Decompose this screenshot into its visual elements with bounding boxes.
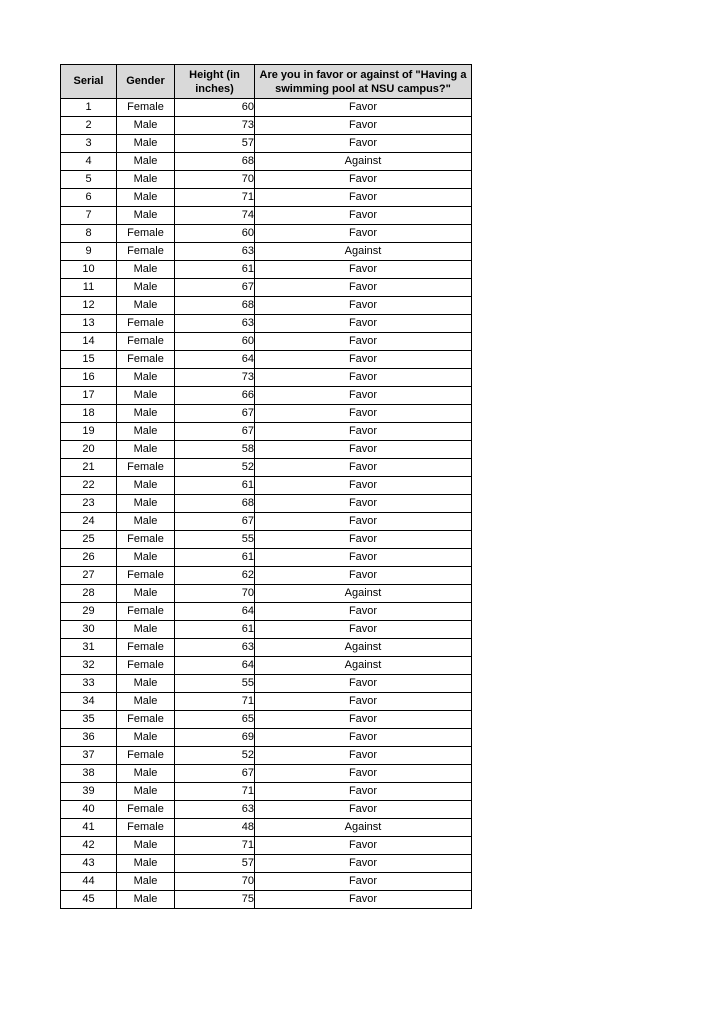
cell-opinion: Favor bbox=[255, 729, 472, 747]
cell-gender: Female bbox=[117, 819, 175, 837]
cell-serial: 6 bbox=[61, 189, 117, 207]
cell-height: 68 bbox=[175, 153, 255, 171]
cell-serial: 32 bbox=[61, 657, 117, 675]
cell-height: 71 bbox=[175, 189, 255, 207]
cell-opinion: Against bbox=[255, 819, 472, 837]
cell-opinion: Favor bbox=[255, 135, 472, 153]
cell-gender: Male bbox=[117, 387, 175, 405]
cell-height: 60 bbox=[175, 225, 255, 243]
cell-height: 67 bbox=[175, 405, 255, 423]
cell-gender: Female bbox=[117, 711, 175, 729]
cell-gender: Male bbox=[117, 837, 175, 855]
cell-opinion: Favor bbox=[255, 99, 472, 117]
cell-serial: 27 bbox=[61, 567, 117, 585]
cell-opinion: Favor bbox=[255, 441, 472, 459]
cell-height: 65 bbox=[175, 711, 255, 729]
cell-gender: Female bbox=[117, 459, 175, 477]
cell-height: 63 bbox=[175, 801, 255, 819]
cell-serial: 42 bbox=[61, 837, 117, 855]
cell-serial: 13 bbox=[61, 315, 117, 333]
table-row bbox=[61, 531, 472, 549]
table-row bbox=[61, 423, 472, 441]
table-row bbox=[61, 819, 472, 837]
cell-height: 70 bbox=[175, 585, 255, 603]
cell-serial: 33 bbox=[61, 675, 117, 693]
cell-opinion: Favor bbox=[255, 207, 472, 225]
table-row bbox=[61, 369, 472, 387]
cell-opinion: Favor bbox=[255, 315, 472, 333]
cell-serial: 25 bbox=[61, 531, 117, 549]
cell-serial: 30 bbox=[61, 621, 117, 639]
table-row bbox=[61, 189, 472, 207]
table-row bbox=[61, 873, 472, 891]
table-row bbox=[61, 513, 472, 531]
cell-serial: 20 bbox=[61, 441, 117, 459]
cell-height: 64 bbox=[175, 603, 255, 621]
cell-height: 70 bbox=[175, 171, 255, 189]
cell-serial: 43 bbox=[61, 855, 117, 873]
cell-serial: 3 bbox=[61, 135, 117, 153]
cell-gender: Male bbox=[117, 189, 175, 207]
cell-height: 60 bbox=[175, 99, 255, 117]
cell-gender: Male bbox=[117, 549, 175, 567]
cell-height: 55 bbox=[175, 675, 255, 693]
cell-height: 62 bbox=[175, 567, 255, 585]
header-height: Height (in inches) bbox=[175, 65, 255, 99]
cell-opinion: Favor bbox=[255, 369, 472, 387]
cell-gender: Female bbox=[117, 567, 175, 585]
cell-gender: Male bbox=[117, 423, 175, 441]
cell-gender: Male bbox=[117, 207, 175, 225]
cell-height: 67 bbox=[175, 513, 255, 531]
table-row bbox=[61, 153, 472, 171]
header-opinion: Are you in favor or against of "Having a swimming pool at NSU campus?" bbox=[255, 65, 472, 99]
table-row bbox=[61, 891, 472, 909]
cell-height: 57 bbox=[175, 135, 255, 153]
table-row bbox=[61, 459, 472, 477]
cell-serial: 14 bbox=[61, 333, 117, 351]
cell-serial: 35 bbox=[61, 711, 117, 729]
cell-gender: Male bbox=[117, 117, 175, 135]
cell-height: 63 bbox=[175, 315, 255, 333]
cell-serial: 23 bbox=[61, 495, 117, 513]
cell-opinion: Favor bbox=[255, 711, 472, 729]
table-row bbox=[61, 477, 472, 495]
table-row bbox=[61, 333, 472, 351]
cell-height: 63 bbox=[175, 243, 255, 261]
cell-serial: 5 bbox=[61, 171, 117, 189]
table-row bbox=[61, 351, 472, 369]
cell-gender: Male bbox=[117, 783, 175, 801]
cell-serial: 12 bbox=[61, 297, 117, 315]
cell-serial: 36 bbox=[61, 729, 117, 747]
cell-opinion: Favor bbox=[255, 873, 472, 891]
cell-serial: 2 bbox=[61, 117, 117, 135]
table-row bbox=[61, 405, 472, 423]
cell-gender: Male bbox=[117, 405, 175, 423]
cell-gender: Female bbox=[117, 243, 175, 261]
cell-opinion: Favor bbox=[255, 423, 472, 441]
table-row bbox=[61, 243, 472, 261]
cell-height: 61 bbox=[175, 549, 255, 567]
cell-gender: Female bbox=[117, 801, 175, 819]
cell-height: 52 bbox=[175, 459, 255, 477]
cell-opinion: Favor bbox=[255, 675, 472, 693]
table-row bbox=[61, 693, 472, 711]
cell-height: 61 bbox=[175, 621, 255, 639]
cell-serial: 29 bbox=[61, 603, 117, 621]
table-row bbox=[61, 603, 472, 621]
cell-opinion: Favor bbox=[255, 405, 472, 423]
cell-opinion: Favor bbox=[255, 765, 472, 783]
cell-opinion: Favor bbox=[255, 351, 472, 369]
cell-gender: Male bbox=[117, 513, 175, 531]
cell-serial: 26 bbox=[61, 549, 117, 567]
table-row bbox=[61, 99, 472, 117]
cell-height: 48 bbox=[175, 819, 255, 837]
cell-serial: 45 bbox=[61, 891, 117, 909]
cell-opinion: Favor bbox=[255, 387, 472, 405]
cell-serial: 11 bbox=[61, 279, 117, 297]
cell-height: 63 bbox=[175, 639, 255, 657]
cell-gender: Male bbox=[117, 621, 175, 639]
cell-serial: 24 bbox=[61, 513, 117, 531]
cell-height: 64 bbox=[175, 657, 255, 675]
cell-gender: Male bbox=[117, 261, 175, 279]
cell-serial: 18 bbox=[61, 405, 117, 423]
table-row bbox=[61, 585, 472, 603]
cell-gender: Male bbox=[117, 693, 175, 711]
cell-gender: Male bbox=[117, 891, 175, 909]
cell-serial: 38 bbox=[61, 765, 117, 783]
cell-serial: 39 bbox=[61, 783, 117, 801]
cell-gender: Male bbox=[117, 153, 175, 171]
table-row bbox=[61, 441, 472, 459]
cell-opinion: Favor bbox=[255, 801, 472, 819]
cell-gender: Male bbox=[117, 279, 175, 297]
cell-height: 57 bbox=[175, 855, 255, 873]
cell-opinion: Favor bbox=[255, 261, 472, 279]
cell-serial: 17 bbox=[61, 387, 117, 405]
table-row bbox=[61, 855, 472, 873]
cell-gender: Male bbox=[117, 765, 175, 783]
table-row bbox=[61, 315, 472, 333]
cell-height: 66 bbox=[175, 387, 255, 405]
cell-opinion: Against bbox=[255, 243, 472, 261]
table-row bbox=[61, 549, 472, 567]
cell-gender: Female bbox=[117, 333, 175, 351]
survey-table bbox=[60, 64, 472, 909]
cell-opinion: Favor bbox=[255, 333, 472, 351]
cell-height: 73 bbox=[175, 117, 255, 135]
cell-opinion: Favor bbox=[255, 603, 472, 621]
cell-gender: Male bbox=[117, 729, 175, 747]
table-row bbox=[61, 207, 472, 225]
table-row bbox=[61, 657, 472, 675]
cell-height: 64 bbox=[175, 351, 255, 369]
cell-serial: 22 bbox=[61, 477, 117, 495]
cell-opinion: Favor bbox=[255, 495, 472, 513]
table-row bbox=[61, 495, 472, 513]
cell-gender: Female bbox=[117, 99, 175, 117]
cell-serial: 21 bbox=[61, 459, 117, 477]
cell-height: 55 bbox=[175, 531, 255, 549]
cell-height: 74 bbox=[175, 207, 255, 225]
table-row bbox=[61, 261, 472, 279]
table-row bbox=[61, 297, 472, 315]
cell-height: 52 bbox=[175, 747, 255, 765]
cell-gender: Male bbox=[117, 477, 175, 495]
cell-opinion: Favor bbox=[255, 621, 472, 639]
cell-gender: Male bbox=[117, 855, 175, 873]
cell-serial: 34 bbox=[61, 693, 117, 711]
cell-gender: Female bbox=[117, 747, 175, 765]
cell-serial: 41 bbox=[61, 819, 117, 837]
table-row bbox=[61, 765, 472, 783]
cell-opinion: Favor bbox=[255, 747, 472, 765]
cell-serial: 10 bbox=[61, 261, 117, 279]
cell-gender: Male bbox=[117, 171, 175, 189]
table-row bbox=[61, 729, 472, 747]
cell-serial: 16 bbox=[61, 369, 117, 387]
cell-height: 75 bbox=[175, 891, 255, 909]
cell-gender: Female bbox=[117, 315, 175, 333]
cell-opinion: Favor bbox=[255, 297, 472, 315]
cell-serial: 15 bbox=[61, 351, 117, 369]
cell-serial: 19 bbox=[61, 423, 117, 441]
cell-height: 71 bbox=[175, 693, 255, 711]
cell-serial: 4 bbox=[61, 153, 117, 171]
cell-opinion: Favor bbox=[255, 549, 472, 567]
cell-height: 61 bbox=[175, 261, 255, 279]
cell-opinion: Favor bbox=[255, 477, 472, 495]
cell-gender: Female bbox=[117, 603, 175, 621]
table-row bbox=[61, 117, 472, 135]
cell-serial: 7 bbox=[61, 207, 117, 225]
cell-gender: Female bbox=[117, 639, 175, 657]
cell-gender: Female bbox=[117, 351, 175, 369]
cell-height: 73 bbox=[175, 369, 255, 387]
cell-opinion: Favor bbox=[255, 693, 472, 711]
cell-height: 67 bbox=[175, 279, 255, 297]
cell-opinion: Favor bbox=[255, 513, 472, 531]
table-row bbox=[61, 747, 472, 765]
header-gender: Gender bbox=[117, 65, 175, 99]
cell-opinion: Against bbox=[255, 153, 472, 171]
cell-height: 71 bbox=[175, 837, 255, 855]
cell-gender: Male bbox=[117, 585, 175, 603]
cell-gender: Male bbox=[117, 135, 175, 153]
cell-opinion: Favor bbox=[255, 279, 472, 297]
cell-opinion: Favor bbox=[255, 783, 472, 801]
table-row bbox=[61, 837, 472, 855]
cell-gender: Male bbox=[117, 675, 175, 693]
cell-gender: Male bbox=[117, 495, 175, 513]
cell-gender: Female bbox=[117, 225, 175, 243]
cell-gender: Male bbox=[117, 297, 175, 315]
cell-opinion: Against bbox=[255, 639, 472, 657]
cell-gender: Male bbox=[117, 369, 175, 387]
cell-opinion: Favor bbox=[255, 855, 472, 873]
cell-height: 68 bbox=[175, 495, 255, 513]
table-row bbox=[61, 639, 472, 657]
cell-gender: Female bbox=[117, 657, 175, 675]
cell-serial: 40 bbox=[61, 801, 117, 819]
cell-opinion: Favor bbox=[255, 459, 472, 477]
header-serial: Serial bbox=[61, 65, 117, 99]
cell-opinion: Favor bbox=[255, 891, 472, 909]
cell-height: 61 bbox=[175, 477, 255, 495]
table-row bbox=[61, 171, 472, 189]
cell-serial: 1 bbox=[61, 99, 117, 117]
cell-serial: 8 bbox=[61, 225, 117, 243]
table-header-row bbox=[61, 65, 472, 99]
table-row bbox=[61, 621, 472, 639]
table-row bbox=[61, 279, 472, 297]
table-row bbox=[61, 387, 472, 405]
cell-opinion: Favor bbox=[255, 567, 472, 585]
table-row bbox=[61, 567, 472, 585]
cell-height: 67 bbox=[175, 423, 255, 441]
cell-serial: 9 bbox=[61, 243, 117, 261]
cell-gender: Male bbox=[117, 441, 175, 459]
cell-opinion: Favor bbox=[255, 531, 472, 549]
cell-height: 60 bbox=[175, 333, 255, 351]
cell-gender: Male bbox=[117, 873, 175, 891]
table-row bbox=[61, 711, 472, 729]
cell-opinion: Favor bbox=[255, 837, 472, 855]
table-row bbox=[61, 675, 472, 693]
table-row bbox=[61, 135, 472, 153]
cell-opinion: Favor bbox=[255, 189, 472, 207]
cell-opinion: Against bbox=[255, 657, 472, 675]
cell-serial: 28 bbox=[61, 585, 117, 603]
table-body bbox=[61, 99, 472, 909]
table-row bbox=[61, 225, 472, 243]
table-row bbox=[61, 783, 472, 801]
cell-height: 68 bbox=[175, 297, 255, 315]
cell-serial: 44 bbox=[61, 873, 117, 891]
cell-opinion: Favor bbox=[255, 225, 472, 243]
cell-height: 70 bbox=[175, 873, 255, 891]
cell-height: 67 bbox=[175, 765, 255, 783]
cell-opinion: Favor bbox=[255, 171, 472, 189]
cell-opinion: Against bbox=[255, 585, 472, 603]
cell-height: 58 bbox=[175, 441, 255, 459]
cell-serial: 31 bbox=[61, 639, 117, 657]
cell-gender: Female bbox=[117, 531, 175, 549]
cell-opinion: Favor bbox=[255, 117, 472, 135]
cell-height: 71 bbox=[175, 783, 255, 801]
cell-serial: 37 bbox=[61, 747, 117, 765]
cell-height: 69 bbox=[175, 729, 255, 747]
table-row bbox=[61, 801, 472, 819]
